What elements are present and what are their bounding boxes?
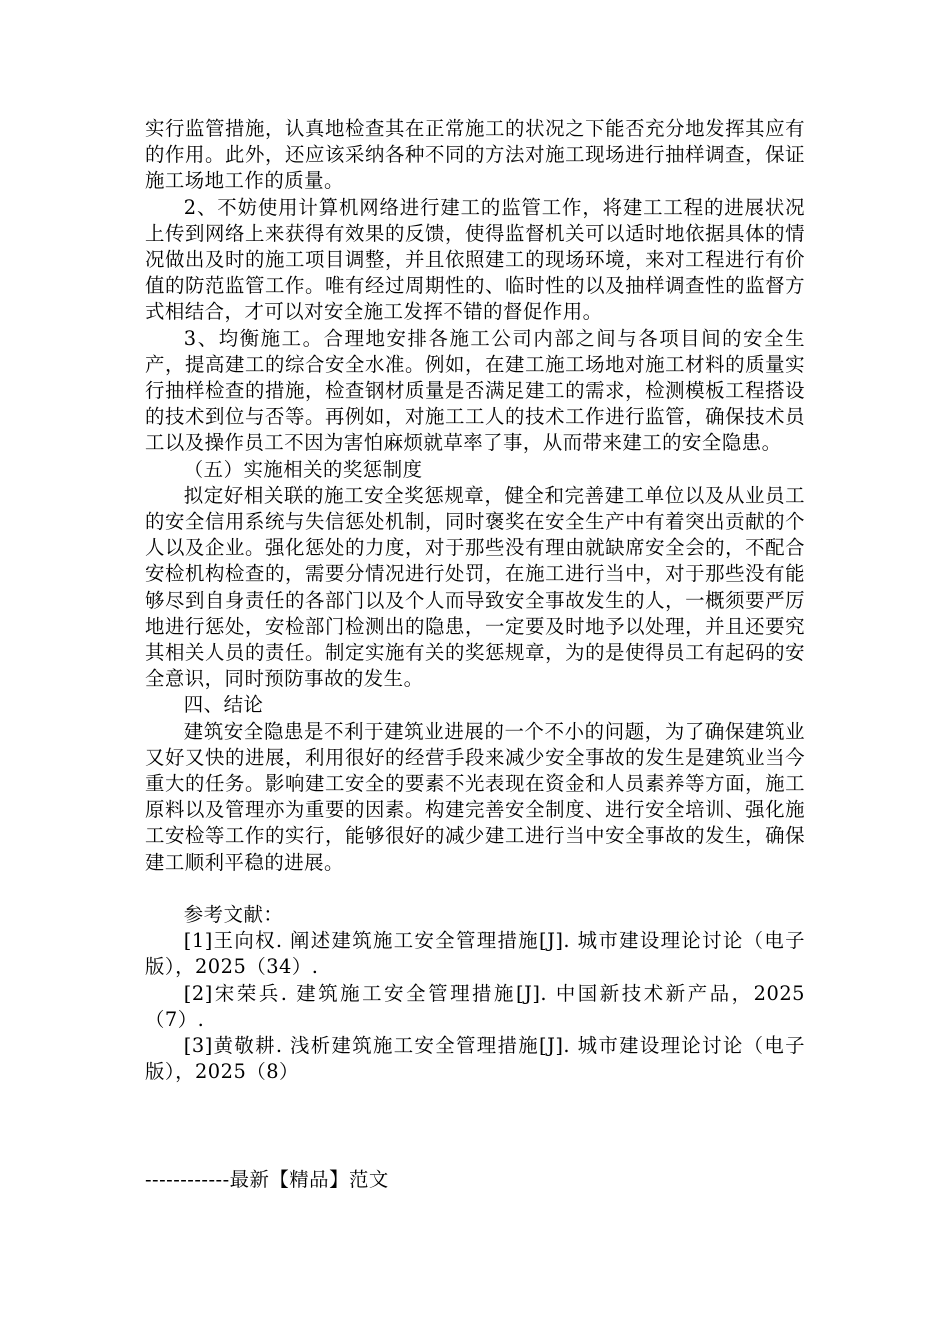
footer-banner: ------------最新【精品】范文 (145, 1168, 389, 1191)
reference-item-3: [3]黄敬耕. 浅析建筑施工安全管理措施[J]. 城市建设理论讨论（电子版），2025（8） (145, 1033, 805, 1084)
section-heading-5: （五）实施相关的奖惩制度 (183, 457, 423, 481)
document-body (145, 116, 805, 1085)
section-heading-conclusion: 四、结论 (183, 693, 264, 717)
paragraph-continuation: 实行监管措施，认真地检查其在正常施工的状况之下能否充分地发挥其应有的作用。此外，还应该采纳各种不同的方法对施工现场进行抽样调查，保证施工场地工作的质量。 (145, 117, 805, 193)
paragraph-reward-penalty: 拟定好相关联的施工安全奖惩规章，健全和完善建工单位以及从业员工的安全信用系统与失信惩处机制，同时褒奖在安全生产中有着突出贡献的个人以及企业。强化惩处的力度，对于那些没有理由就缺席安全会的，不配合安检机构检查的，需要分情况进行处罚，在施工进行当中，对于那些没有能够尽到自身责任的各部门以及个人而导致安全事故发生的人，一概须要严厉地进行惩处，安检部门检测出的隐患，一定要及时地予以处理，并且还要究其相关人员的责任。制定实施有关的奖惩规章，为的是使得员工有起码的安全意识，同时预防事故的发生。 (145, 483, 805, 691)
paragraph-point-3: 3、均衡施工。合理地安排各施工公司内部之间与各项目间的安全生产，提高建工的综合安全水准。例如，在建工施工场地对施工材料的质量实行抽样检查的措施，检查钢材质量是否满足建工的需求，检测模板工程搭设的技术到位与否等。再例如，对施工工人的技术工作进行监管，确保技术员工以及操作员工不因为害怕麻烦就草率了事，从而带来建工的安全隐患。 (145, 326, 805, 455)
paragraph-conclusion: 建筑安全隐患是不利于建筑业进展的一个不小的问题，为了确保建筑业又好又快的进展，利用很好的经营手段来减少安全事故的发生是建筑业当今重大的任务。影响建工安全的要素不光表现在资金和人员素养等方面，施工原料以及管理亦为重要的因素。构建完善安全制度、进行安全培训、强化施工安检等工作的实行，能够很好的减少建工进行当中安全事故的发生，确保建工顺利平稳的进展。 (145, 719, 805, 874)
reference-item-1: [1]王向权. 阐述建筑施工安全管理措施[J]. 城市建设理论讨论（电子版），2025（34）. (145, 929, 805, 979)
references-title: 参考文献： (183, 902, 284, 926)
spacer (145, 876, 805, 902)
reference-item-2: [2]宋荣兵. 建筑施工安全管理措施[J]. 中国新技术新产品，2025（7）. (145, 981, 805, 1031)
paragraph-point-2: 2、不妨使用计算机网络进行建工的监管工作，将建工工程的进展状况上传到网络上来获得有效果的反馈，使得监督机关可以适时地依据具体的情况做出及时的施工项目调整，并且依照建工的现场环境，来对工程进行有价值的防范监管工作。唯有经过周期性的、临时性的以及抽样调查性的监督方式相结合，才可以对安全施工发挥不错的督促作用。 (145, 195, 805, 324)
